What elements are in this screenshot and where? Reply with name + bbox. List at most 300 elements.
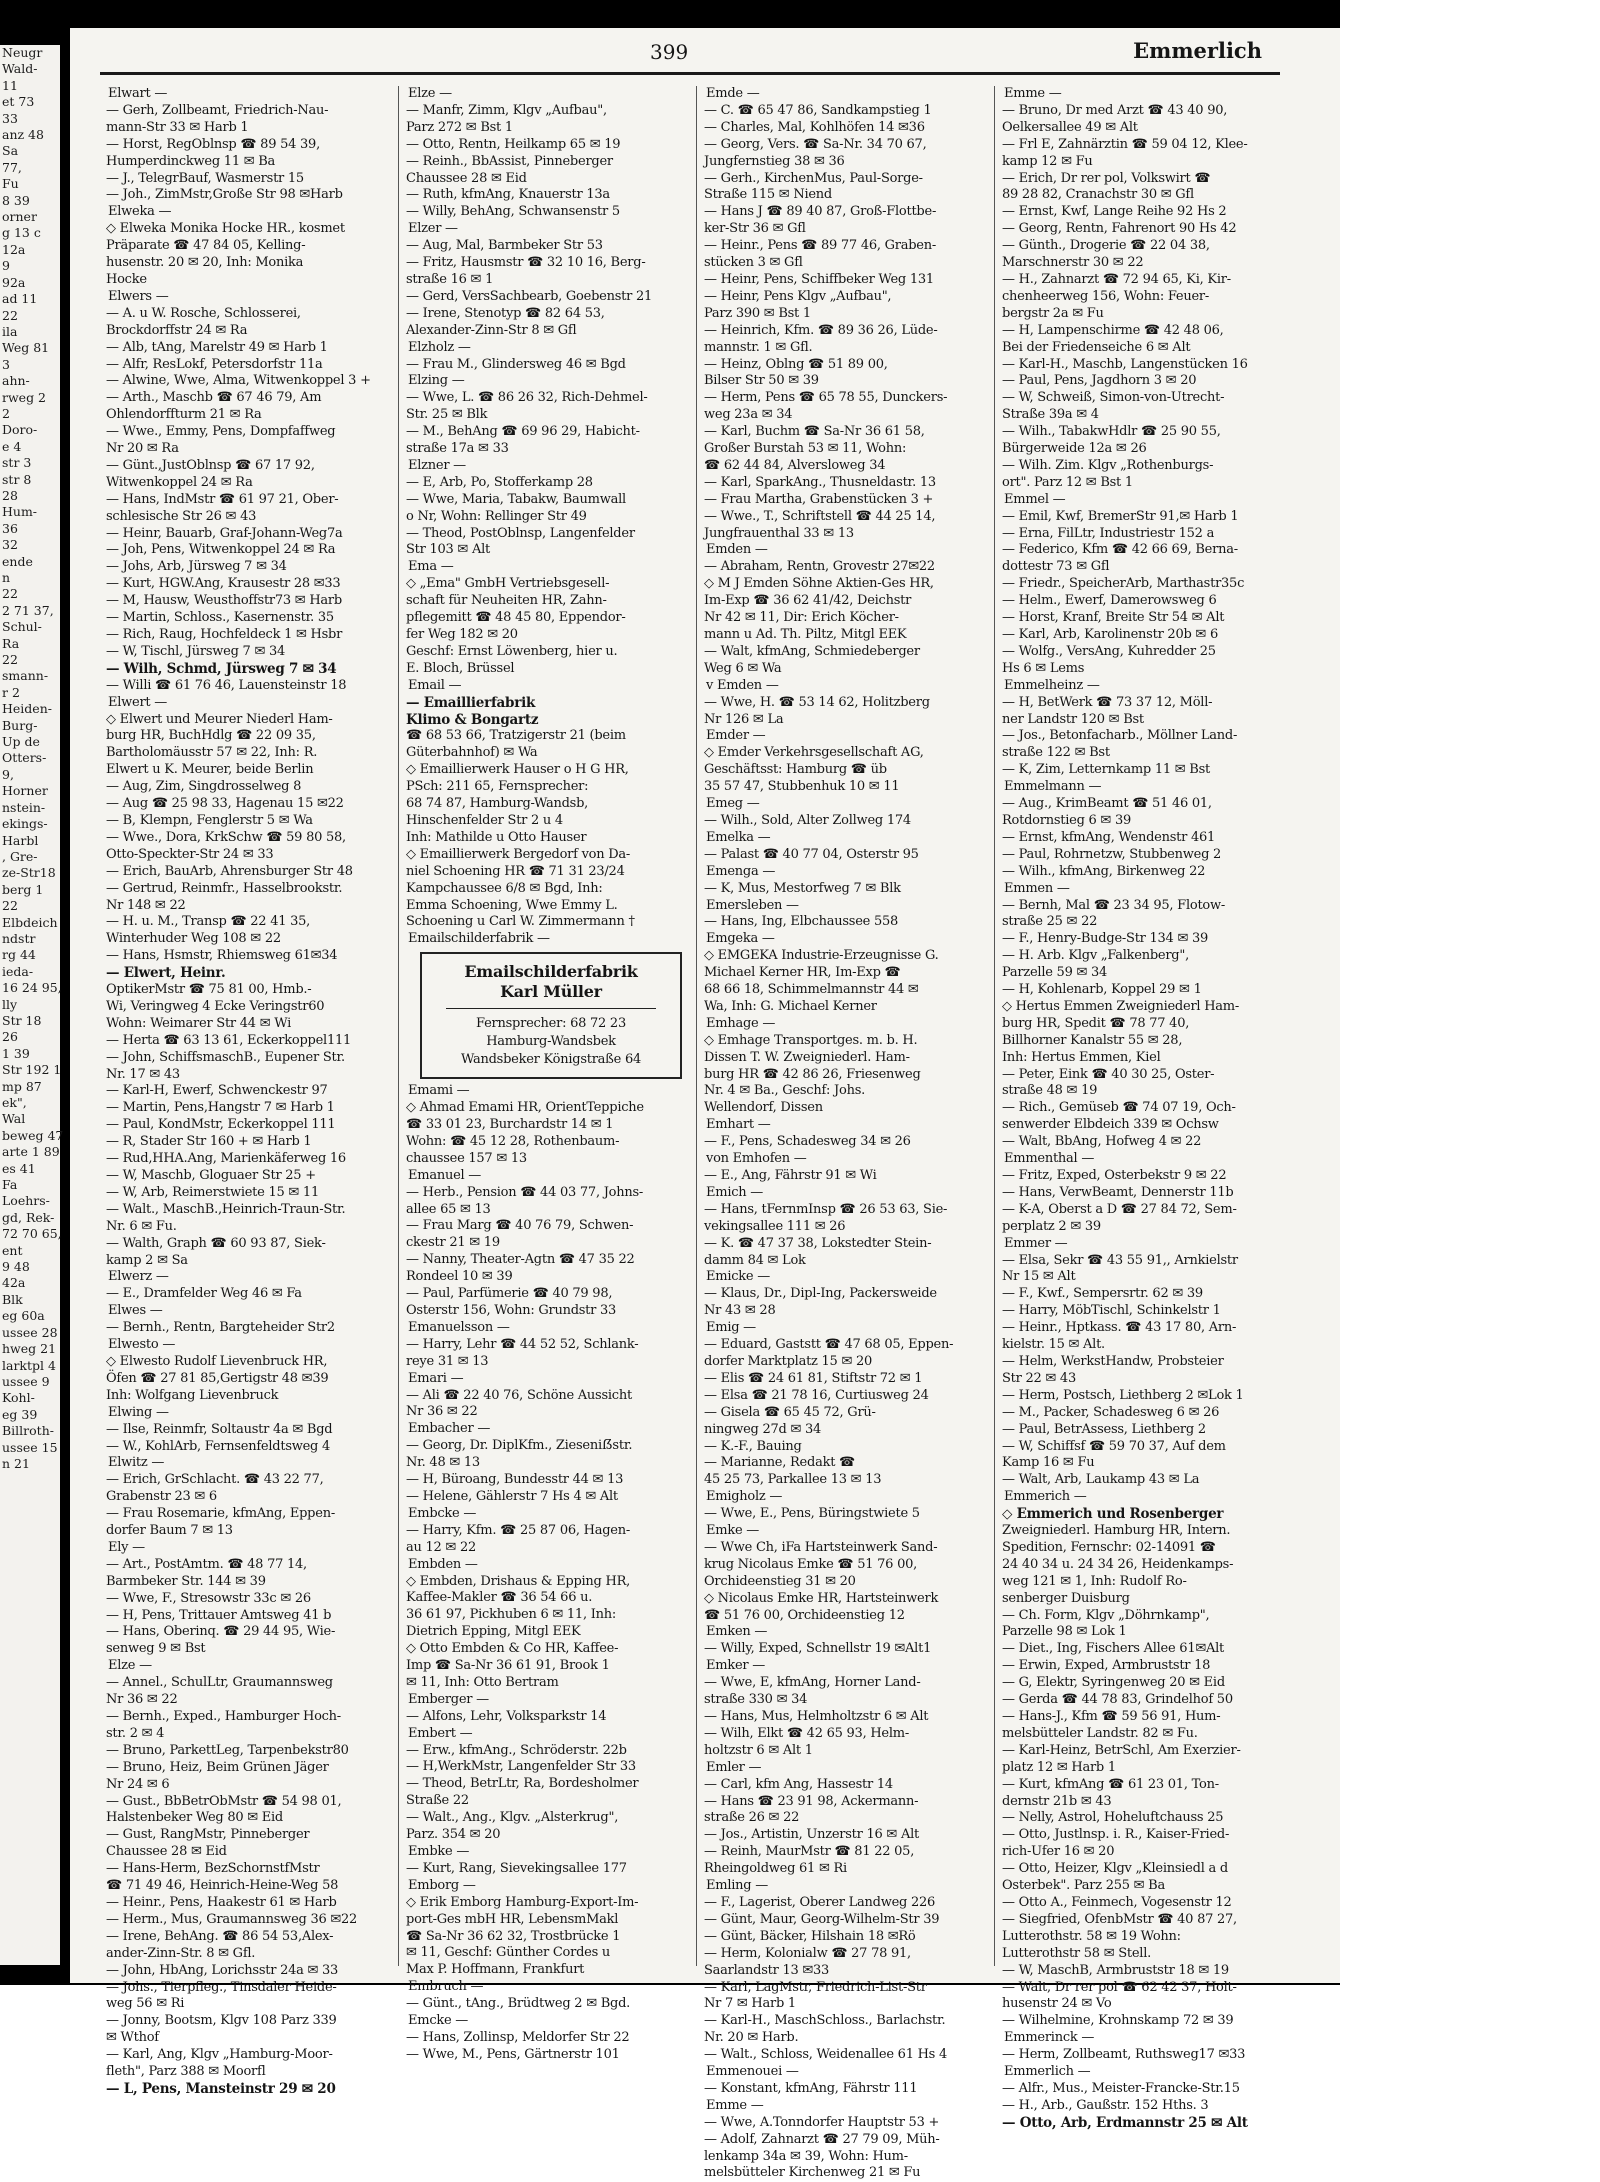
prev-page-fragment: Billroth- — [2, 1423, 54, 1439]
directory-entry: Nr 7 ✉ Harb 1 — [704, 1996, 796, 2012]
directory-entry: — Johs, Arb, Jürsweg 7 ✉ 34 — [106, 559, 287, 575]
directory-entry: — Karl, LagMstr, Friedrich-List-Str — [704, 1979, 927, 1995]
directory-entry: — K.-F., Bauing — [704, 1438, 802, 1454]
prev-page-fragment: et 73 — [2, 94, 35, 110]
directory-entry: Präparate ☎ 47 84 05, Kelling- — [106, 238, 306, 254]
directory-entry: — Annel., SchulLtr, Graumannsweg — [106, 1675, 333, 1691]
directory-entry: Nr 42 ✉ 11, Dir: Erich Köcher- — [704, 610, 899, 626]
directory-entry: burg HR ☎ 42 86 26, Friesenweg — [704, 1066, 921, 1082]
prev-page-fragment: , Gre- — [2, 848, 38, 864]
directory-entry: senweg 9 ✉ Bst — [106, 1641, 206, 1657]
directory-entry: chenheerweg 156, Wohn: Feuer- — [1002, 288, 1210, 304]
directory-entry: — John, HbAng, Lorichsstr 24a ✉ 33 — [106, 1962, 339, 1978]
directory-entry: — Wwe, L. ☎ 86 26 32, Rich-Dehmel- — [406, 390, 648, 406]
directory-entry: — H., Zahnarzt ☎ 72 94 65, Ki, Kir- — [1002, 271, 1231, 287]
directory-entry: — Willy, BehAng, Schwansenstr 5 — [406, 204, 620, 220]
directory-entry: ☎ 51 76 00, Orchideenstieg 12 — [704, 1607, 905, 1623]
prev-page-fragment: 32 — [2, 537, 18, 553]
directory-entry: — E., Ang, Fährstr 91 ✉ Wi — [704, 1168, 877, 1183]
directory-entry: Inh: Hertus Emmen, Kiel — [1002, 1049, 1161, 1065]
directory-entry: — Herm, Postsch, Liethberg 2 ✉Lok 1 — [1002, 1387, 1244, 1403]
directory-entry: fleth", Parz 388 ✉ Moorfl — [106, 2064, 266, 2080]
directory-entry: — Günt.,JustOblnsp ☎ 67 17 92, — [106, 457, 315, 473]
directory-entry: straße 48 ✉ 19 — [1002, 1083, 1098, 1099]
surname-heading: Ely — — [108, 1539, 145, 1555]
surname-heading: Emmenouei — — [706, 2064, 799, 2080]
directory-entry: straße 25 ✉ 22 — [1002, 914, 1098, 930]
prev-page-fragment: eg 60a — [2, 1308, 45, 1324]
directory-entry: ◇ Emaillierwerk Hauser o H G HR, — [406, 762, 629, 778]
directory-entry: — Rud,HHA.Ang, Marienkäferweg 16 — [106, 1151, 346, 1167]
directory-entry: burg HR, BuchHdlg ☎ 22 09 35, — [106, 728, 316, 744]
directory-entry: dorfer Baum 7 ✉ 13 — [106, 1523, 233, 1539]
directory-entry: 45 25 73, Parkallee 13 ✉ 13 — [704, 1472, 882, 1488]
column-divider — [696, 86, 697, 1966]
surname-heading: Emker — — [706, 1658, 765, 1674]
surname-heading: Ema — — [408, 559, 454, 575]
column-1 — [106, 86, 388, 2097]
directory-entry: — Harry, Kfm. ☎ 25 87 06, Hagen- — [406, 1522, 630, 1538]
directory-entry: Nr 36 ✉ 22 — [106, 1692, 178, 1708]
prev-page-fragment: Str 192 1 — [2, 1062, 62, 1078]
prev-page-fragment: lly — [2, 996, 18, 1012]
directory-entry: — Hans, IndMstr ☎ 61 97 21, Ober- — [106, 491, 339, 507]
prev-page-fragment: 9 48 — [2, 1259, 30, 1275]
directory-entry: — Fritz, Hausmstr ☎ 32 10 16, Berg- — [406, 255, 646, 271]
ad-phone: Fernsprecher: 68 72 23 — [476, 1016, 626, 1032]
directory-entry: — Rich, Raug, Hochfeldeck 1 ✉ Hsbr — [106, 627, 343, 642]
directory-entry: — Hans-Herm, BezSchornstfMstr — [106, 1861, 320, 1877]
directory-entry: — Joh, Pens, Witwenkoppel 24 ✉ Ra — [106, 542, 336, 558]
directory-entry: lenkamp 34a ✉ 39, Wohn: Hum- — [704, 2148, 908, 2164]
directory-entry: — Bernh., Exped., Hamburger Hoch- — [106, 1709, 341, 1724]
prev-page-fragment: ila — [2, 323, 18, 339]
directory-entry: — Bernh, Mal ☎ 23 34 95, Flotow- — [1002, 897, 1226, 913]
directory-entry: vekingsallee 111 ✉ 26 — [704, 1218, 846, 1234]
prev-page-fragment: g 13 c — [2, 225, 41, 241]
directory-entry: — John, SchiffsmaschB., Eupener Str. — [106, 1049, 345, 1065]
directory-entry: — Gust., BbBetrObMstr ☎ 54 98 01, — [106, 1793, 342, 1809]
directory-entry: Elwert u K. Meurer, beide Berlin — [106, 762, 314, 778]
directory-entry: — Horst, RegOblnsp ☎ 89 54 39, — [106, 136, 320, 152]
surname-heading: Emme — — [1004, 86, 1062, 101]
directory-entry: 68 66 18, Schimmelmannstr 44 ✉ — [704, 982, 919, 998]
directory-entry: melsbütteler Kirchenweg 21 ✉ Fu — [704, 2165, 921, 2181]
directory-entry: Saarlandstr 13 ✉33 — [704, 1962, 830, 1978]
directory-entry: 24 40 34 u. 24 34 26, Heidenkamps- — [1002, 1556, 1234, 1572]
directory-entry: melsbütteler Landstr. 82 ✉ Fu. — [1002, 1725, 1198, 1741]
directory-entry: — F., Henry-Budge-Str 134 ✉ 39 — [1002, 931, 1209, 947]
directory-entry: — Elwert, Heinr. — [106, 965, 226, 982]
surname-heading: Emenga — — [706, 863, 776, 879]
directory-entry: — Ch. Form, Klgv „Döhrnkamp", — [1002, 1607, 1210, 1623]
directory-entry: — Jos., Artistin, Unzerstr 16 ✉ Alt — [704, 1827, 919, 1843]
surname-heading: Elwers — — [108, 288, 169, 304]
prev-page-fragment: n — [2, 570, 11, 585]
directory-entry: Nr 20 ✉ Ra — [106, 441, 179, 457]
surname-heading: Elze — — [408, 86, 452, 101]
surname-heading: Emmenthal — — [1004, 1151, 1095, 1167]
prev-page-fragment: 16 24 95, — [2, 980, 62, 996]
directory-entry: — C. ☎ 65 47 86, Sandkampstieg 1 — [704, 102, 932, 118]
directory-entry: — Nelly, Astrol, Hoheluftchauss 25 — [1002, 1810, 1224, 1826]
surname-heading: Embert — — [408, 1725, 473, 1741]
directory-entry: — Herm, Pens ☎ 65 78 55, Dunckers- — [704, 390, 948, 406]
directory-entry: — Elis ☎ 24 61 81, Stiftstr 72 ✉ 1 — [704, 1370, 923, 1386]
ad-city: Hamburg-Wandsbek — [486, 1034, 616, 1050]
directory-entry: Nr 36 ✉ 22 — [406, 1404, 478, 1420]
directory-entry: — H, Büroang, Bundesstr 44 ✉ 13 — [406, 1472, 624, 1488]
directory-entry: — Hans-J., Kfm ☎ 59 56 91, Hum- — [1002, 1709, 1221, 1724]
prev-page-fragment: Hum- — [2, 504, 38, 520]
directory-entry: — Hans ☎ 23 91 98, Ackermann- — [704, 1793, 919, 1809]
surname-heading: Emeg — — [706, 796, 760, 812]
prev-page-fragment: 22 — [2, 652, 18, 668]
prev-page-fragment: 92a — [2, 274, 26, 290]
prev-page-fragment: 2 — [2, 405, 10, 421]
surname-heading: Emmer — — [1004, 1235, 1068, 1251]
prev-page-fragment: Str 18 — [2, 1012, 42, 1028]
directory-entry: — Marianne, Redakt ☎ — [704, 1455, 855, 1471]
surname-heading: Emailschilderfabrik — — [408, 931, 550, 947]
prev-page-fragment: Schul- — [2, 619, 42, 635]
directory-entry: — Wilh, Schmd, Jürsweg 7 ✉ 34 — [106, 660, 337, 677]
directory-entry: — Eduard, Gaststt ☎ 47 68 05, Eppen- — [704, 1337, 954, 1353]
directory-entry: — Fritz, Exped, Osterbekstr 9 ✉ 22 — [1002, 1168, 1227, 1183]
surname-heading: Embke — — [408, 1844, 470, 1859]
directory-entry: ◇ Embden, Drishaus & Epping HR, — [406, 1573, 631, 1589]
directory-entry: — Heinrich, Kfm. ☎ 89 36 26, Lüde- — [704, 322, 938, 338]
directory-entry: — Karl, SparkAng., Thusneldastr. 13 — [704, 474, 936, 490]
directory-entry: — Federico, Kfm ☎ 42 66 69, Berna- — [1002, 542, 1238, 558]
ad-address: Wandsbeker Königstraße 64 — [461, 1052, 641, 1068]
prev-page-fragment: ekings- — [2, 816, 48, 832]
directory-entry: — Hans, Ing, Elbchaussee 558 — [704, 914, 899, 930]
directory-entry: Nr 43 ✉ 28 — [704, 1303, 776, 1319]
prev-page-fragment: Heiden- — [2, 701, 52, 717]
directory-entry: Nr 24 ✉ 6 — [106, 1776, 170, 1792]
directory-entry: Großer Burstah 53 ✉ 11, Wohn: — [704, 441, 907, 457]
advertisement-box — [420, 952, 682, 1079]
directory-entry: ◇ Emder Verkehrsgesellschaft AG, — [704, 745, 924, 761]
surname-heading: Emelka — — [706, 829, 771, 845]
directory-entry: Chaussee 28 ✉ Eid — [406, 170, 527, 186]
directory-entry: — Hans, Oberinq. ☎ 29 44 95, Wie- — [106, 1624, 336, 1640]
prev-page-fragment: nstein- — [2, 799, 46, 815]
directory-entry: — Walt, kfmAng, Schmiedeberger — [704, 643, 920, 659]
directory-entry: Inh: Wolfgang Lievenbruck — [106, 1387, 279, 1403]
directory-entry: krug Nicolaus Emke ☎ 51 76 00, — [704, 1556, 918, 1572]
directory-entry: — Wwe., Emmy, Pens, Dompfaffweg — [106, 424, 336, 440]
directory-entry: senwerder Elbdeich 339 ✉ Ochsw — [1002, 1117, 1219, 1133]
directory-entry: Hocke — [106, 271, 147, 287]
directory-entry: — F., Kwf., Sempersrtr. 62 ✉ 39 — [1002, 1286, 1203, 1302]
directory-entry: — Frau Rosemarie, kfmAng, Eppen- — [106, 1506, 335, 1522]
directory-entry: — Herb., Pension ☎ 44 03 77, Johns- — [406, 1184, 644, 1200]
directory-entry: — Bruno, Heiz, Beim Grünen Jäger — [106, 1759, 329, 1775]
directory-entry: Nr. 6 ✉ Fu. — [106, 1218, 177, 1234]
directory-entry: — Herm., Mus, Graumannsweg 36 ✉22 — [106, 1911, 358, 1927]
directory-entry: — Wilh., Sold, Alter Zollweg 174 — [704, 812, 911, 828]
directory-entry: — E., Dramfelder Weg 46 ✉ Fa — [106, 1286, 302, 1302]
directory-entry: Str. 25 ✉ Blk — [406, 407, 488, 423]
directory-entry: — Hans, VerwBeamt, Dennerstr 11b — [1002, 1184, 1234, 1200]
surname-heading: Elwitz — — [108, 1455, 165, 1471]
directory-entry: 89 28 82, Cranachstr 30 ✉ Gfl — [1002, 187, 1194, 203]
surname-heading: Emke — — [706, 1523, 760, 1539]
directory-entry: — Aug, Zim, Singdrosselweg 8 — [106, 779, 302, 795]
surname-heading: Emhage — — [706, 1015, 776, 1031]
directory-entry: — Wwe., T., Schriftstell ☎ 44 25 14, — [704, 508, 936, 524]
directory-entry: Schoening u Carl W. Zimmermann † — [406, 914, 635, 930]
directory-entry: — Gerh, Zollbeamt, Friedrich-Nau- — [106, 102, 329, 118]
directory-entry: Winterhuder Weg 108 ✉ 22 — [106, 931, 281, 947]
directory-entry: — Gertrud, Reinmfr., Hasselbrookstr. — [106, 880, 343, 896]
directory-entry: — Herm, Zollbeamt, Ruthsweg17 ✉33 — [1002, 2047, 1246, 2063]
surname-heading: Elwes — — [108, 1303, 163, 1319]
directory-entry: — J., TelegrBauf, Wasmerstr 15 — [106, 170, 304, 186]
directory-entry: Parzelle 59 ✉ 34 — [1002, 965, 1108, 981]
directory-entry: — Harry, Lehr ☎ 44 52 52, Schlank- — [406, 1336, 639, 1352]
prev-page-fragment: 9 — [2, 258, 10, 274]
directory-entry: — Günth., Drogerie ☎ 22 04 38, — [1002, 238, 1210, 254]
directory-entry: Inh: Mathilde u Otto Hauser — [406, 829, 587, 845]
directory-entry: — Herm, Kolonialw ☎ 27 78 91, — [704, 1945, 911, 1961]
previous-page-edge — [0, 45, 64, 1965]
directory-entry: dorfer Marktplatz 15 ✉ 20 — [704, 1353, 873, 1369]
directory-entry: — Paul, Pens, Jagdhorn 3 ✉ 20 — [1002, 373, 1197, 389]
prev-page-fragment: berg 1 — [2, 881, 44, 897]
directory-entry: Dietrich Epping, Mitgl EEK — [406, 1624, 581, 1640]
directory-entry: — R, Stader Str 160 + ✉ Harb 1 — [106, 1134, 312, 1150]
directory-entry: Emma Schoening, Wwe Emmy L. — [406, 897, 618, 913]
directory-entry: — Helene, Gählerstr 7 Hs 4 ✉ Alt — [406, 1488, 618, 1504]
directory-entry: Grabenstr 23 ✉ 6 — [106, 1489, 217, 1505]
directory-entry: — Otto, Arb, Erdmannstr 25 ✉ Alt — [1002, 2114, 1248, 2131]
directory-entry: Osterbek". Parz 255 ✉ Ba — [1002, 1878, 1165, 1894]
directory-entry: — Karl-H, Ewerf, Schwenckestr 97 — [106, 1083, 328, 1099]
directory-entry: — Frau Marg ☎ 40 76 79, Schwen- — [406, 1218, 634, 1234]
directory-entry: — Jonny, Bootsm, Klgv 108 Parz 339 — [106, 2013, 337, 2029]
directory-entry: — L, Pens, Mansteinstr 29 ✉ 20 — [106, 2080, 336, 2097]
directory-entry: — Konstant, kfmAng, Fährstr 111 — [704, 2080, 918, 2096]
directory-entry: — Reinh, MaurMstr ☎ 81 22 05, — [704, 1844, 915, 1860]
directory-entry: stücken 3 ✉ Gfl — [704, 255, 803, 271]
directory-entry: reye 31 ✉ 13 — [406, 1353, 489, 1369]
directory-entry: allee 65 ✉ 13 — [406, 1201, 491, 1217]
prev-page-fragment: arte 1 89 — [2, 1144, 60, 1160]
surname-heading: Elze — — [108, 1658, 152, 1674]
directory-entry: Ohlendorffturm 21 ✉ Ra — [106, 407, 262, 423]
directory-entry: Geschäftsst: Hamburg ☎ üb — [704, 762, 887, 778]
surname-heading: Emmen — — [1004, 880, 1070, 896]
surname-heading: v Emden — — [706, 677, 779, 693]
directory-entry: — Otto A., Feinmech, Vogesenstr 12 — [1002, 1894, 1232, 1910]
directory-entry: Hs 6 ✉ Lems — [1002, 660, 1085, 676]
header-rule — [100, 72, 1280, 75]
directory-entry: — Peter, Eink ☎ 40 30 25, Oster- — [1002, 1066, 1215, 1082]
directory-entry: dottestr 73 ✉ Gfl — [1002, 559, 1110, 575]
prev-page-fragment: hweg 21 — [2, 1341, 57, 1357]
directory-entry: Orchideenstieg 31 ✉ 20 — [704, 1573, 856, 1589]
directory-entry: ander-Zinn-Str. 8 ✉ Gfl. — [106, 1945, 256, 1961]
directory-entry: — Gerh., KirchenMus, Paul-Sorge- — [704, 170, 923, 186]
directory-entry: Billhorner Kanalstr 55 ✉ 28, — [1002, 1032, 1183, 1048]
directory-entry: — Ilse, Reinmfr, Soltaustr 4a ✉ Bgd — [106, 1421, 333, 1437]
directory-entry: — Frau M., Glindersweg 46 ✉ Bgd — [406, 356, 626, 372]
prev-page-fragment: Kohl- — [2, 1390, 35, 1406]
directory-entry: — Wilhelmine, Krohnskamp 72 ✉ 39 — [1002, 2013, 1234, 2029]
prev-page-fragment: eg 39 — [2, 1406, 38, 1422]
directory-entry: — Frl E, Zahnärztin ☎ 59 04 12, Klee- — [1002, 136, 1248, 152]
directory-entry: — Elsa, Sekr ☎ 43 55 91,, Arnkielstr — [1002, 1252, 1238, 1268]
directory-entry: — Ruth, kfmAng, Knauerstr 13a — [406, 187, 610, 203]
directory-entry: ◇ „Ema" GmbH Vertriebsgesell- — [406, 576, 610, 592]
prev-page-fragment: anz 48 — [2, 127, 44, 143]
directory-entry: — Emaillierfabrik — [406, 694, 536, 711]
directory-entry: holtzstr 6 ✉ Alt 1 — [704, 1742, 813, 1758]
surname-heading: Elweka — — [108, 204, 172, 220]
directory-entry: Kaffee-Makler ☎ 36 54 66 u. — [406, 1590, 593, 1606]
directory-entry: — Karl-H., Maschb, Langenstücken 16 — [1002, 356, 1248, 372]
directory-entry: ◇ Ahmad Emami HR, OrientTeppiche — [406, 1100, 644, 1116]
directory-entry: Dissen T. W. Zweigniederl. Ham- — [704, 1049, 910, 1065]
prev-page-fragment: 9, — [2, 766, 14, 782]
directory-entry: — Walt., Schloss, Weidenallee 61 Hs 4 — [704, 2047, 948, 2063]
prev-page-fragment: r 2 — [2, 684, 20, 700]
directory-entry: — Karl, Arb, Karolinenstr 20b ✉ 6 — [1002, 627, 1218, 642]
prev-page-fragment: Harbl — [2, 832, 39, 848]
directory-entry: Klimo & Bongartz — [406, 711, 539, 728]
directory-entry: — Paul, Rohrnetzw, Stubbenweg 2 — [1002, 846, 1222, 862]
directory-entry: — K, Zim, Letternkamp 11 ✉ Bst — [1002, 762, 1211, 778]
directory-entry: — Helm, WerkstHandw, Probsteier — [1002, 1353, 1224, 1369]
directory-entry: ort". Parz 12 ✉ Bst 1 — [1002, 474, 1133, 490]
directory-entry: — Georg, Vers. ☎ Sa-Nr. 34 70 67, — [704, 136, 927, 152]
directory-entry: — Frau Martha, Grabenstücken 3 + — [704, 491, 934, 507]
directory-entry: ◇ Elwesto Rudolf Lievenbruck HR, — [106, 1353, 328, 1369]
directory-entry: — Nanny, Theater-Agtn ☎ 47 35 22 — [406, 1252, 635, 1268]
directory-entry: — Otto, Heizer, Klgv „Kleinsiedl a d — [1002, 1861, 1228, 1877]
directory-entry: straße 16 ✉ 1 — [406, 271, 494, 287]
prev-page-fragment: Neugr — [2, 45, 43, 60]
directory-entry: — Palast ☎ 40 77 04, Osterstr 95 — [704, 846, 919, 862]
directory-entry: — Martin, Schloss., Kasernenstr. 35 — [106, 610, 334, 626]
directory-entry: — Emil, Kwf, BremerStr 91,✉ Harb 1 — [1002, 508, 1239, 524]
prev-page-fragment: Loehrs- — [2, 1193, 50, 1209]
directory-entry: — Aug ☎ 25 98 33, Hagenau 15 ✉22 — [106, 796, 344, 812]
prev-page-fragment: smann- — [2, 668, 49, 684]
surname-heading: von Emhofen — — [706, 1151, 807, 1167]
directory-entry: — Wwe, E, kfmAng, Horner Land- — [704, 1675, 921, 1691]
directory-entry: 35 57 47, Stubbenhuk 10 ✉ 11 — [704, 779, 900, 795]
directory-entry: — Walth, Graph ☎ 60 93 87, Siek- — [106, 1235, 326, 1251]
directory-entry: Kamp 16 ✉ Fu — [1002, 1455, 1095, 1471]
prev-page-fragment: Elbdeich — [2, 914, 58, 930]
surname-heading: Emari — — [408, 1370, 464, 1386]
directory-entry: Str 103 ✉ Alt — [406, 542, 490, 558]
directory-entry: Michael Kerner HR, Im-Exp ☎ — [704, 965, 901, 981]
prev-page-fragment: e 4 — [2, 438, 22, 454]
directory-entry: — Wilh, Elkt ☎ 42 65 93, Helm- — [704, 1725, 909, 1741]
surname-heading: Elzer — — [408, 221, 458, 237]
directory-entry: — Alfr., Mus., Meister-Francke-Str.15 — [1002, 2080, 1240, 2096]
directory-entry: — Heinr., Hptkass. ☎ 43 17 80, Arn- — [1002, 1320, 1237, 1336]
directory-entry: ◇ Emaillierwerk Bergedorf von Da- — [406, 846, 631, 862]
directory-entry: — Wilh., kfmAng, Birkenweg 22 — [1002, 863, 1206, 879]
directory-entry: Wa, Inh: G. Michael Kerner — [704, 998, 877, 1014]
directory-entry: — Wilh., TabakwHdlr ☎ 25 90 55, — [1002, 424, 1221, 440]
ad-title: Emailschilderfabrik — [464, 962, 638, 982]
directory-entry: — Heinr., Pens, Haakestr 61 ✉ Harb — [106, 1894, 337, 1910]
prev-page-fragment: 72 70 65, — [2, 1226, 62, 1242]
directory-entry: — K. ☎ 47 37 38, Lokstedter Stein- — [704, 1235, 932, 1251]
prev-page-fragment: 12a — [2, 241, 26, 257]
directory-entry: Halstenbeker Weg 80 ✉ Eid — [106, 1810, 284, 1826]
directory-entry: — H. Arb. Klgv „Falkenberg", — [1002, 948, 1189, 964]
surname-heading: Emberger — — [408, 1691, 489, 1707]
surname-heading: Emami — — [408, 1083, 470, 1099]
directory-entry: Marschnerstr 30 ✉ 22 — [1002, 255, 1144, 271]
directory-entry: — Erna, FilLtr, Industriestr 152 a — [1002, 525, 1215, 541]
directory-entry: straße 17a ✉ 33 — [406, 441, 509, 457]
directory-entry: Straße 22 — [406, 1793, 469, 1809]
directory-entry: — Willi ☎ 61 76 46, Lauensteinstr 18 — [106, 677, 347, 693]
prev-page-fragment: Wald- — [2, 61, 38, 77]
directory-entry: Nr 148 ✉ 22 — [106, 897, 186, 913]
surname-heading: Emhart — — [706, 1117, 771, 1133]
directory-entry: niel Schoening HR ☎ 71 31 23/24 — [406, 863, 625, 879]
surname-heading: Emicke — — [706, 1269, 770, 1285]
directory-entry: — Wwe, A.Tonndorfer Hauptstr 53 + — [704, 2114, 940, 2130]
directory-entry: ◇ Elweka Monika Hocke HR., kosmet — [106, 221, 345, 237]
directory-entry: ◇ Erik Emborg Hamburg-Export-Im- — [406, 1894, 639, 1910]
directory-entry: — Wwe, H. ☎ 53 14 62, Holitzberg — [704, 694, 930, 710]
directory-entry: — Klaus, Dr., Dipl-Ing, Packersweide — [704, 1286, 937, 1302]
directory-entry: Jungfrauenthal 33 ✉ 13 — [704, 525, 854, 541]
directory-entry: Öfen ☎ 27 81 85,Gertigstr 48 ✉39 — [106, 1370, 329, 1386]
directory-entry: — Manfr, Zimm, Klgv „Aufbau", — [406, 102, 607, 118]
prev-page-fragment: 28 — [2, 487, 18, 503]
column-divider — [994, 86, 995, 1966]
prev-page-fragment: 77, — [2, 159, 22, 175]
prev-page-fragment: Otters- — [2, 750, 47, 766]
directory-entry: Bei der Friedenseiche 6 ✉ Alt — [1002, 339, 1191, 355]
surname-heading: Elzner — — [408, 457, 466, 473]
surname-heading: Emmel — — [1004, 491, 1066, 507]
directory-entry: straße 26 ✉ 22 — [704, 1810, 800, 1826]
directory-entry: — Karl-Heinz, BetrSchl, Am Exerzier- — [1002, 1742, 1241, 1758]
directory-entry: Rotdornstieg 6 ✉ 39 — [1002, 812, 1131, 828]
directory-entry: Geschf: Ernst Löwenberg, hier u. — [406, 643, 618, 659]
directory-entry: 68 74 87, Hamburg-Wandsb, — [406, 796, 589, 812]
directory-entry: — H, Lampenschirme ☎ 42 48 06, — [1002, 322, 1224, 338]
directory-entry: — Wwe., Dora, KrkSchw ☎ 59 80 58, — [106, 829, 346, 845]
directory-entry: bergstr 2a ✉ Fu — [1002, 305, 1104, 321]
directory-entry: — Reinh., BbAssist, Pinneberger — [406, 153, 613, 169]
directory-entry: — Otto, Rentn, Heilkamp 65 ✉ 19 — [406, 136, 621, 152]
directory-entry: ☎ 68 53 66, Tratzigerstr 21 (beim — [406, 728, 626, 744]
surname-heading: Embden — — [408, 1556, 478, 1572]
surname-heading: Emanuelsson — — [408, 1319, 510, 1335]
directory-entry: ckestr 21 ✉ 19 — [406, 1235, 500, 1251]
directory-entry: — Karl-H., MaschSchloss., Barlachstr. — [704, 2013, 946, 2029]
directory-entry: — W, Schweiß, Simon-von-Utrecht- — [1002, 390, 1225, 406]
directory-entry: — Hans J ☎ 89 40 87, Groß-Flottbe- — [704, 204, 937, 220]
prev-page-fragment: 22 — [2, 307, 18, 323]
directory-entry: port-Ges mbH HR, LebensmMakl — [406, 1911, 619, 1927]
surname-heading: Emler — — [706, 1759, 762, 1775]
